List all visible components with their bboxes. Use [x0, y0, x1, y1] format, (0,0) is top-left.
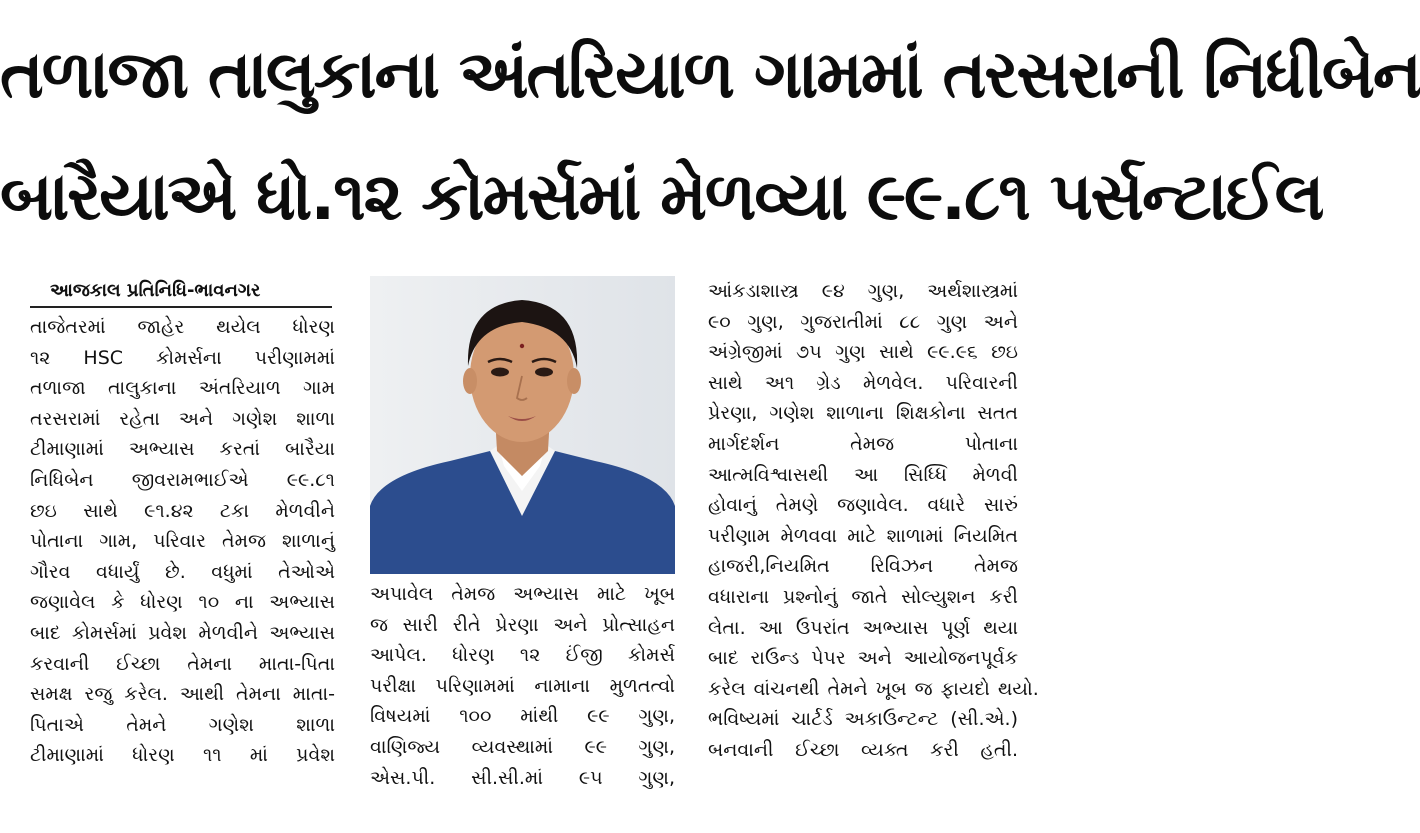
col3-line: ભવિષ્યમાં ચાર્ટર્ડ અકાઉન્ટન્ટ (સી.એ.)	[708, 708, 1018, 731]
col3-line: બાદ રાઉન્ડ પેપર અને આયોજનપૂર્વક	[708, 647, 1018, 670]
col3-line: પરીણામ મેળવવા માટે શાળામાં નિયમિત	[708, 524, 1018, 547]
headline-line-2: બારૈયાએ ધો.૧૨ કોમર્સમાં મેળવ્યા ૯૯.૮૧ પર્સન્ટાઈલ	[0, 158, 1323, 235]
col2-line: આપેલ. ધોરણ ૧૨ ઈંજી કોમર્સ	[370, 644, 675, 667]
col2-line: પરીક્ષા પરિણામમાં નામાના મુળતત્વો	[370, 674, 675, 697]
col3-line: વધારાના પ્રશ્નોનું જાતે સોલ્યુશન કરી	[708, 585, 1018, 608]
col3-line: હોવાનું તેમણે જણાવેલ. વધારે સારું	[708, 494, 1018, 517]
headline-line-1: તળાજા તાલુકાના અંતરિયાળ ગામમાં તરસરાની નિધીબેન	[0, 36, 1420, 113]
article-column-3	[708, 276, 1039, 766]
col3-line: પ્રેરણા, ગણેશ શાળાના શિક્ષકોના સતત	[708, 402, 1018, 425]
col1-line: તળાજા તાલુકાના અંતરિયાળ ગામ	[30, 377, 335, 400]
col3-line: સાથે અ૧ ગ્રેડ મેળવેલ. પરિવારની	[708, 371, 1018, 394]
col1-line: તરસરામાં રહેતા અને ગણેશ શાળા	[30, 407, 335, 430]
col1-line: પિતાએ તેમને ગણેશ શાળા	[30, 713, 335, 736]
col2-line: એસ.પી. સી.સી.માં ૯૫ ગુણ,	[370, 766, 675, 789]
col3-line: અંગ્રેજીમાં ૭૫ ગુણ સાથે ૯૯.૯૬ છઇ	[708, 341, 1018, 364]
col3-line: માર્ગદર્શન તેમજ પોતાના	[708, 432, 1018, 455]
col2-line: અપાવેલ તેમજ અભ્યાસ માટે ખૂબ	[370, 583, 675, 605]
byline: આજકાલ પ્રતિનિધિ-ભાવનગર	[30, 276, 332, 308]
col1-line: છઇ સાથે ૯૧.૪૨ ટકા મેળવીને	[30, 499, 335, 522]
col1-line: ૧૨ HSC કોમર્સના પરીણામમાં	[30, 346, 335, 369]
col3-line: બનવાની ઈચ્છા વ્યક્ત કરી હતી.	[708, 738, 1018, 761]
col1-line: પોતાના ગામ, પરિવાર તેમજ શાળાનું	[30, 530, 335, 553]
col1-line: ટીમાણામાં અભ્યાસ કરતાં બારૈયા	[30, 438, 335, 461]
col1-line: ટીમાણામાં ધોરણ ૧૧ માં પ્રવેશ	[30, 744, 335, 767]
col1-line: જણાવેલ કે ધોરણ ૧૦ ના અભ્યાસ	[30, 591, 335, 614]
article-column-2	[370, 579, 675, 793]
col3-line: આત્મવિશ્વાસથી આ સિધ્ધિ મેળવી	[708, 463, 1018, 486]
col3-line: લેતા. આ ઉપરાંત અભ્યાસ પૂર્ણ થયા	[708, 616, 1018, 639]
col3-line: હાજરી,નિયમિત રિવિઝન તેમજ	[708, 555, 1018, 578]
article-column-1	[30, 312, 335, 771]
col1-line: કરવાની ઈચ્છા તેમના માતા-પિતા	[30, 652, 335, 675]
col2-line: વાણિજ્ય વ્યવસ્થામાં ૯૯ ગુણ,	[370, 735, 675, 758]
col2-line: વિષયમાં ૧૦૦ માંથી ૯૯ ગુણ,	[370, 705, 675, 728]
col3-line: ૯૦ ગુણ, ગુજરાતીમાં ૮૮ ગુણ અને	[708, 310, 1018, 333]
col1-line: બાદ કોમર્સમાં પ્રવેશ મેળવીને અભ્યાસ	[30, 621, 335, 644]
col1-line: સમક્ષ રજુ કરેલ. આથી તેમના માતા-	[30, 683, 335, 706]
col1-line: ગૌરવ વધાર્યું છે. વધુમાં તેઓએ	[30, 560, 335, 583]
col2-line: જ સારી રીતે પ્રેરણા અને પ્રોત્સાહન	[370, 613, 675, 636]
student-photo	[370, 276, 675, 574]
col1-line: તાજેતરમાં જાહેર થયેલ ધોરણ	[30, 316, 335, 338]
col1-line: નિધિબેન જીવરામભાઈએ ૯૯.૮૧	[30, 468, 335, 491]
col3-line: આંકડાશાસ્ત્ર ૯૪ ગુણ, અર્થશાસ્ત્રમાં	[708, 280, 1018, 302]
col3-line: કરેલ વાંચનથી તેમને ખૂબ જ ફાયદો થયો.	[708, 677, 1039, 700]
